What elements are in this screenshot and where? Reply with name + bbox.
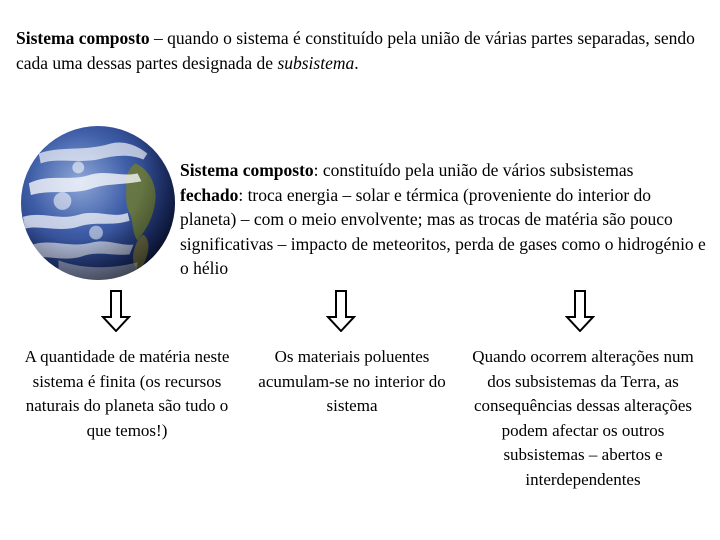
consequence-subsystem-changes: Quando ocorrem alterações num dos subsistemas da Terra, as consequências dessas alterações podem afectar os outros subsistemas – abertos e interdependentes [472,347,694,489]
intro-term: Sistema composto [16,28,150,48]
consequence-pollutants: Os materiais poluentes acumulam-se no interior do sistema [258,347,446,415]
intro-italic-term: subsistema [277,53,355,73]
down-arrow-icon [565,290,595,332]
main-text-composite: : constituído pela união de vários subsistemas [313,160,634,180]
consequence-finite-matter: A quantidade de matéria neste sistema é finita (os recursos naturais do planeta são tudo o que temos!) [24,347,230,440]
down-arrow-icon [101,290,131,332]
earth-globe-image [19,124,177,282]
main-term-closed: fechado [180,184,239,205]
main-term-composite: Sistema composto [180,160,314,180]
intro-text: – quando o sistema é constituído pela união de várias partes separadas, sendo cada uma dessas partes designada de [16,28,695,73]
intro-end: . [354,53,359,73]
down-arrow-icon [326,290,356,332]
composite-system-description [180,158,710,281]
intro-paragraph [16,26,706,76]
main-text-closed: : troca energia – solar e térmica (proveniente do interior do planeta) – com o meio envolvente; mas as trocas de matéria são pouco significativas – impacto de meteoritos, perda de gases como o hidrogénio e o hélio [180,184,706,278]
